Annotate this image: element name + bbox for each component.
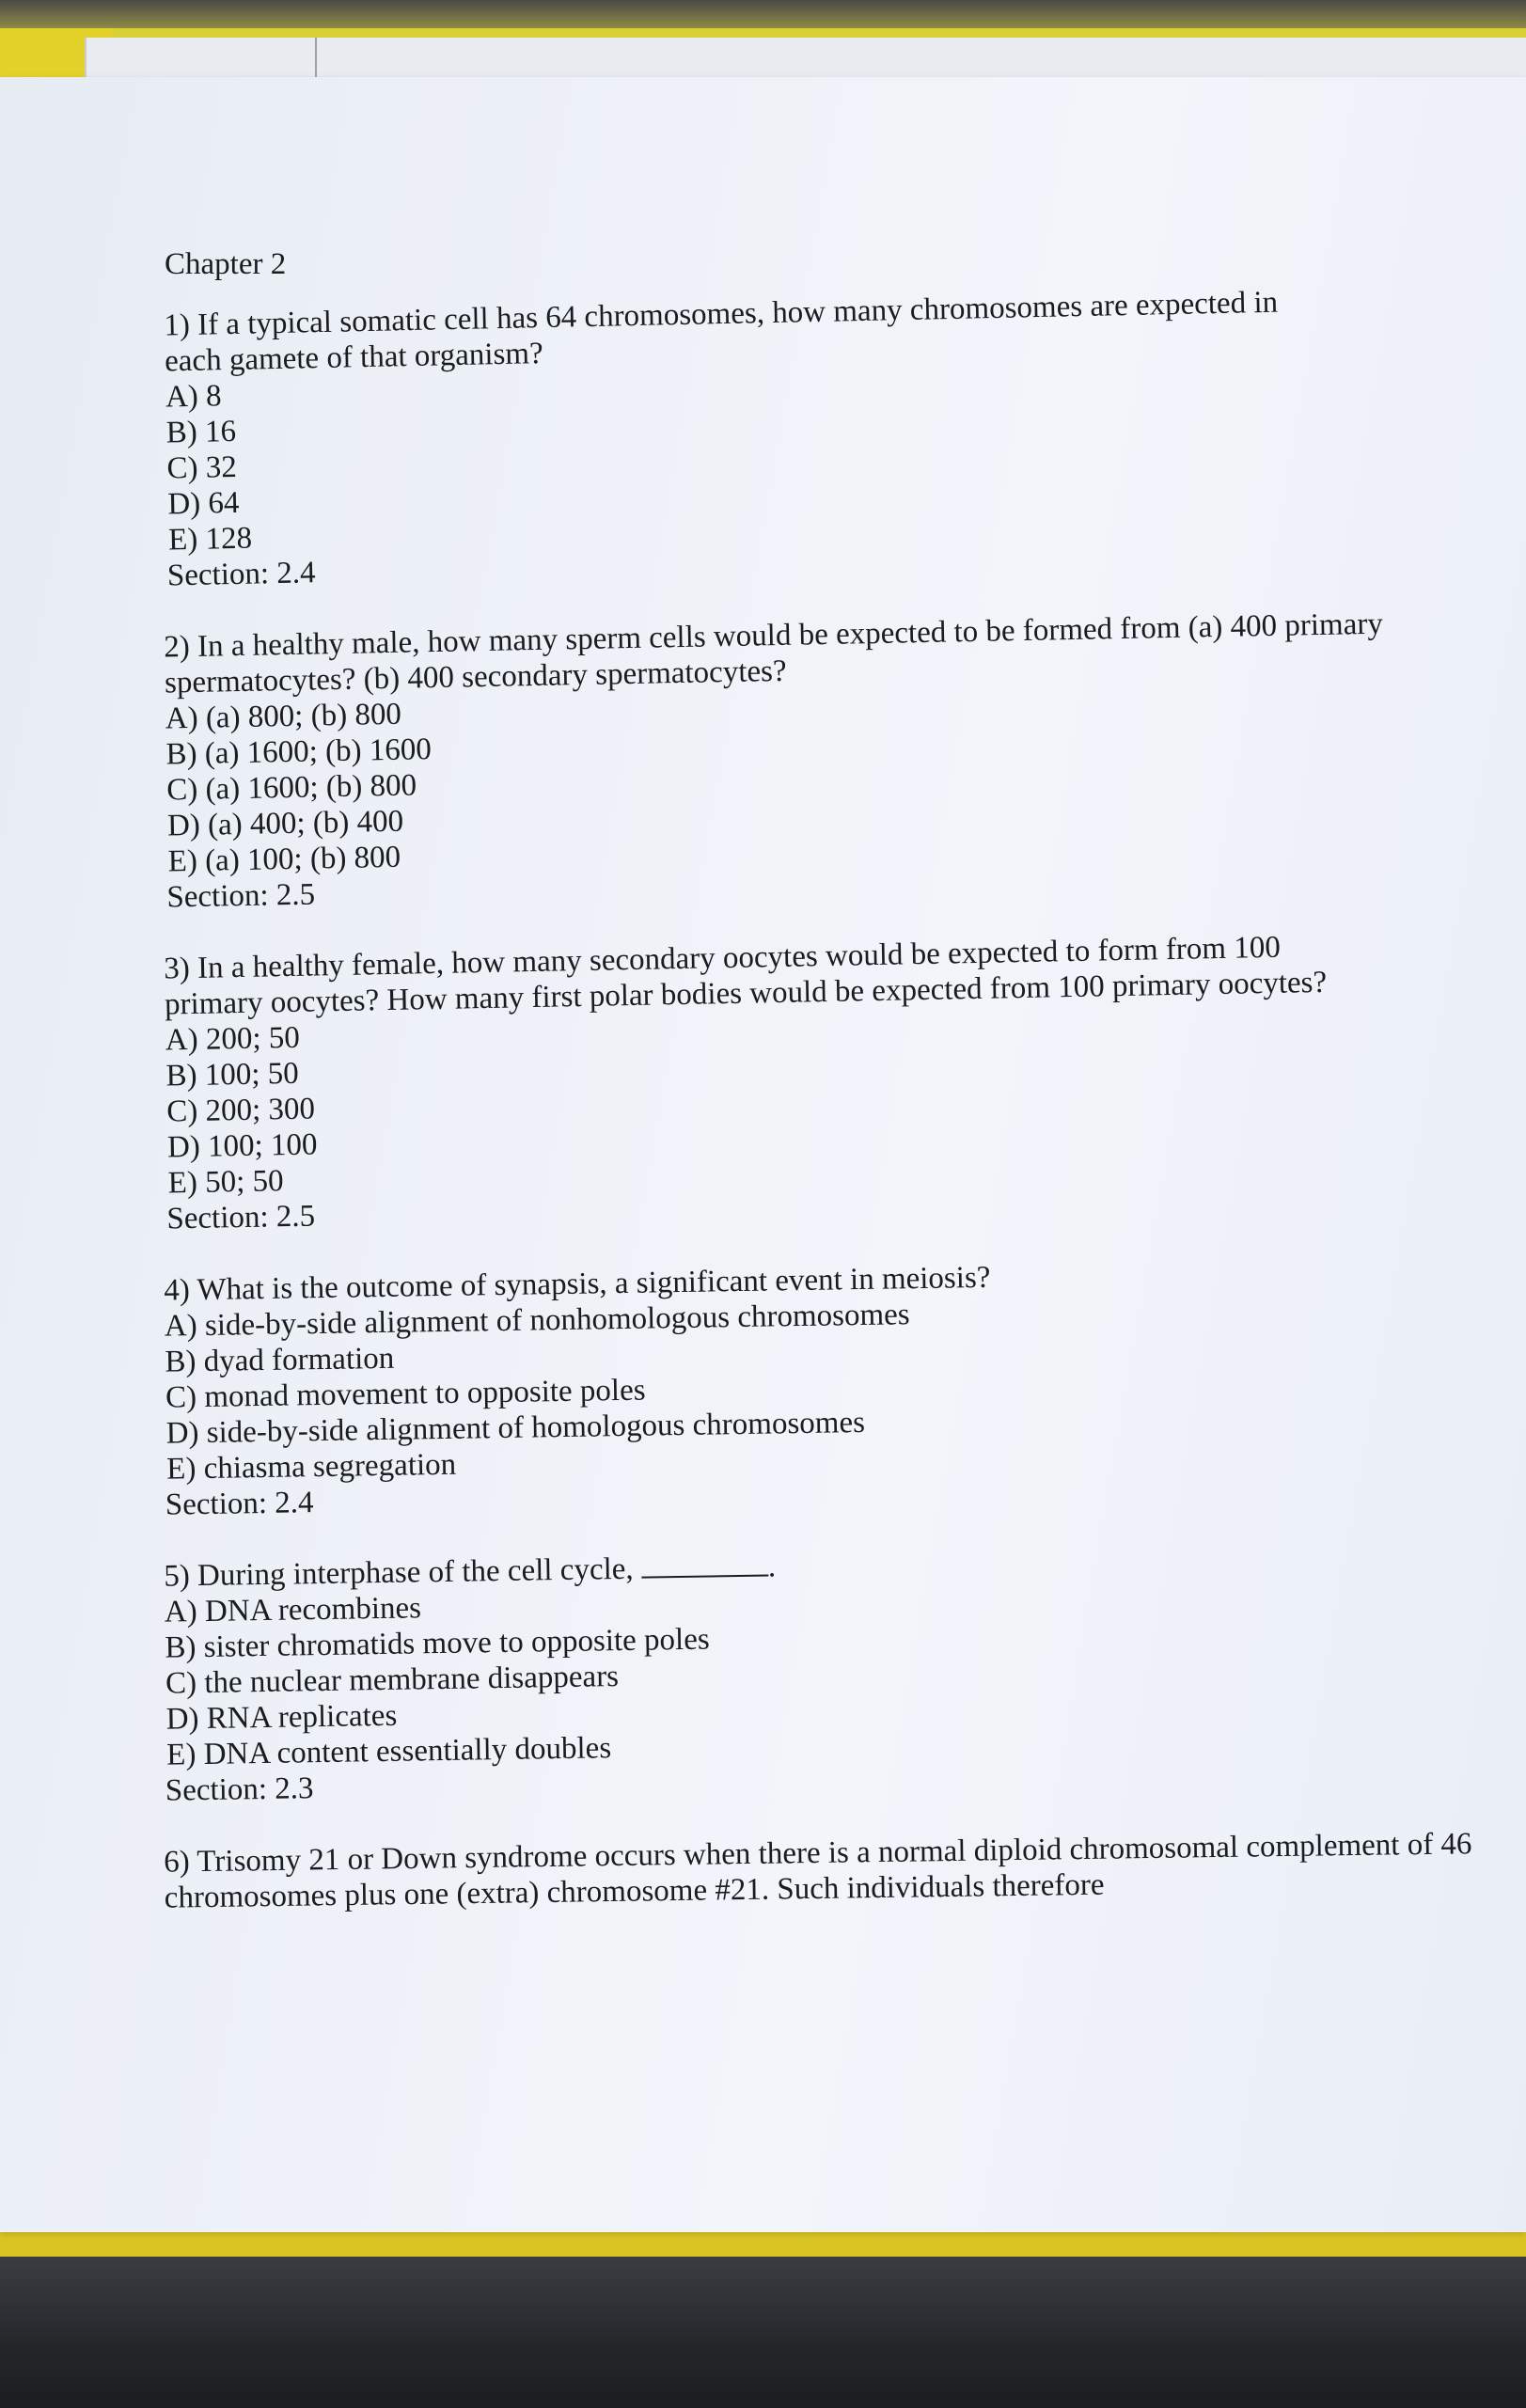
answer-option: B) dyad formation [165, 1341, 395, 1379]
answer-option: C) 32 [166, 449, 238, 486]
answer-option: A) DNA recombines [164, 1591, 422, 1629]
question-stem: 2) In a healthy male, how many sperm cells would be expected to be formed from (a) 400 primary spermatocytes? (b) 400 secondary spermatocytes? [164, 606, 1384, 700]
answer-option: E) DNA content essentially doubles [165, 1731, 612, 1772]
answer-options [142, 1574, 1461, 1773]
answer-options [143, 353, 1463, 559]
answer-option: A) side-by-side alignment of nonhomologous chromosomes [164, 1298, 910, 1344]
section-reference: Section: 2.4 [165, 1486, 314, 1522]
section-reference: Section: 2.4 [166, 556, 316, 593]
document-content [141, 246, 1472, 1952]
answer-option: E) 50; 50 [167, 1164, 284, 1201]
question-6 [141, 1826, 1472, 1916]
question-5 [141, 1538, 1461, 1809]
paper-sheet [0, 77, 1526, 2232]
answer-option: A) 8 [165, 379, 222, 415]
answer-option: C) (a) 1600; (b) 800 [165, 768, 417, 808]
question-4 [141, 1252, 1461, 1523]
answer-option: A) (a) 800; (b) 800 [165, 697, 402, 736]
fill-in-blank [641, 1552, 768, 1579]
question-stem: 6) Trisomy 21 or Down syndrome occurs when there is a normal diploid chromosomal complement of 46 chromosomes plus one (extra) chromosome #21. Such individuals therefore [164, 1827, 1472, 1915]
answer-option: C) the nuclear membrane disappears [165, 1660, 620, 1701]
answer-option: C) 200; 300 [165, 1092, 316, 1129]
question-1 [141, 281, 1463, 594]
answer-option: C) monad movement to opposite poles [165, 1373, 646, 1415]
section-reference: Section: 2.5 [166, 877, 316, 915]
answer-option: D) 100; 100 [166, 1127, 318, 1165]
answer-options [142, 676, 1461, 880]
answer-options [142, 1288, 1461, 1487]
question-stem: 4) What is the outcome of synapsis, a significant event in meiosis? [164, 1260, 991, 1308]
question-2 [141, 605, 1463, 916]
answer-option: B) (a) 1600; (b) 1600 [165, 732, 433, 772]
question-stem: 1) If a typical somatic cell has 64 chromosomes, how many chromosomes are expected in each gamete of that organism? [164, 285, 1279, 379]
answer-option: D) 64 [166, 485, 240, 522]
question-stem-text: 5) During interphase of the cell cycle, [164, 1551, 634, 1594]
question-stem-end: . [767, 1550, 777, 1584]
question-3 [141, 926, 1463, 1237]
section-reference: Section: 2.5 [166, 1199, 316, 1236]
answer-options [142, 998, 1461, 1202]
answer-option: E) chiasma segregation [165, 1447, 457, 1487]
question-stem: 3) In a healthy female, how many secondary oocytes would be expected to form from 100 primary oocytes? How many first polar bodies would be expected from 100 primary oocytes? [164, 930, 1328, 1022]
answer-option: D) (a) 400; (b) 400 [166, 804, 404, 843]
answer-option: E) (a) 100; (b) 800 [167, 840, 401, 879]
answer-option: A) 200; 50 [165, 1020, 301, 1058]
answer-option: B) sister chromatids move to opposite poles [165, 1622, 710, 1665]
answer-option: B) 16 [165, 414, 237, 450]
background-top-strip [0, 0, 1526, 28]
answer-option: B) 100; 50 [165, 1056, 300, 1094]
answer-option: D) RNA replicates [165, 1698, 398, 1737]
section-reference: Section: 2.3 [165, 1771, 314, 1808]
answer-option: E) 128 [167, 521, 253, 558]
answer-option: D) side-by-side alignment of homologous chromosomes [165, 1405, 866, 1451]
chapter-title: Chapter 2 [165, 247, 287, 281]
background-desk [0, 2257, 1526, 2408]
